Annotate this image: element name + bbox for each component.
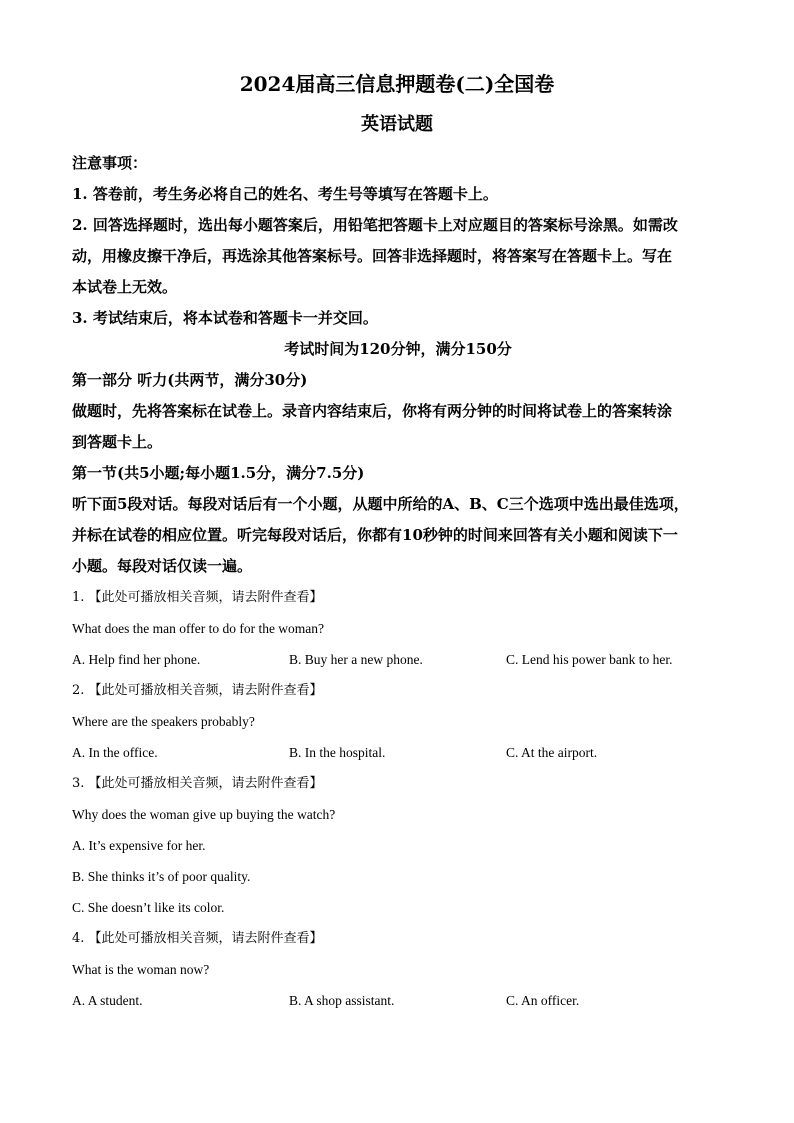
option-c: C. Lend his power bank to her. <box>506 652 673 667</box>
part1-instruction: 到答题卡上。 <box>72 433 163 451</box>
question-text: What is the woman now? <box>72 962 210 977</box>
note-line: 1. 答卷前，考生务必将自己的姓名、考生号等填写在答题卡上。 <box>72 185 498 203</box>
notes-heading: 注意事项： <box>72 154 148 172</box>
page-subtitle: 英语试题 <box>361 114 433 135</box>
option-a: A. In the office. <box>72 745 158 760</box>
question-text: What does the man offer to do for the woman? <box>72 621 325 636</box>
question-options <box>72 985 724 1016</box>
audio-placeholder-link[interactable]: 4. 【此处可播放相关音频，请去附件查看】 <box>72 931 323 946</box>
section1-instruction: 并标在试卷的相应位置。听完每段对话后，你都有10秒钟的时间来回答有关小题和阅读下一 <box>72 526 678 544</box>
question-options <box>72 737 724 768</box>
note-line: 动，用橡皮擦干净后，再选涂其他答案标号。回答非选择题时，将答案写在答题卡上。写在 <box>72 247 673 265</box>
exam-body <box>72 148 724 1016</box>
note-line: 2. 回答选择题时，选出每小题答案后，用铅笔把答题卡上对应题目的答案标号涂黑。如需改 <box>72 216 678 234</box>
option-c: C. An officer. <box>506 993 580 1008</box>
option-b: B. In the hospital. <box>289 745 386 760</box>
audio-placeholder-link[interactable]: 1. 【此处可播放相关音频，请去附件查看】 <box>72 590 323 605</box>
audio-placeholder-link[interactable]: 3. 【此处可播放相关音频，请去附件查看】 <box>72 776 323 791</box>
option-c: C. At the airport. <box>506 745 598 760</box>
part1-heading: 第一部分 听力(共两节，满分30分) <box>72 371 308 389</box>
exam-time-info: 考试时间为120分钟，满分150分 <box>284 340 512 358</box>
audio-placeholder-link[interactable]: 2. 【此处可播放相关音频，请去附件查看】 <box>72 683 323 698</box>
option-b: B. She thinks it’s of poor quality. <box>72 869 251 884</box>
option-b: B. Buy her a new phone. <box>289 652 423 667</box>
page-title: 2024届高三信息押题卷(二)全国卷 <box>239 72 555 96</box>
section1-instruction: 听下面5段对话。每段对话后有一个小题，从题中所给的A、B、C三个选项中选出最佳选项， <box>72 495 689 513</box>
option-a: A. It’s expensive for her. <box>72 838 206 853</box>
section1-heading: 第一节(共5小题;每小题1.5分，满分7.5分) <box>72 464 365 482</box>
note-line: 本试卷上无效。 <box>72 278 178 296</box>
option-a: A. A student. <box>72 993 143 1008</box>
note-line: 3. 考试结束后，将本试卷和答题卡一并交回。 <box>72 309 378 327</box>
option-a: A. Help find her phone. <box>72 652 201 667</box>
part1-instruction: 做题时，先将答案标在试卷上。录音内容结束后，你将有两分钟的时间将试卷上的答案转涂 <box>72 402 673 420</box>
section1-instruction: 小题。每段对话仅读一遍。 <box>72 557 253 575</box>
option-c: C. She doesn’t like its color. <box>72 900 225 915</box>
question-text: Where are the speakers probably? <box>72 714 255 729</box>
question-options <box>72 644 724 675</box>
option-b: B. A shop assistant. <box>289 993 395 1008</box>
question-text: Why does the woman give up buying the watch? <box>72 807 336 822</box>
